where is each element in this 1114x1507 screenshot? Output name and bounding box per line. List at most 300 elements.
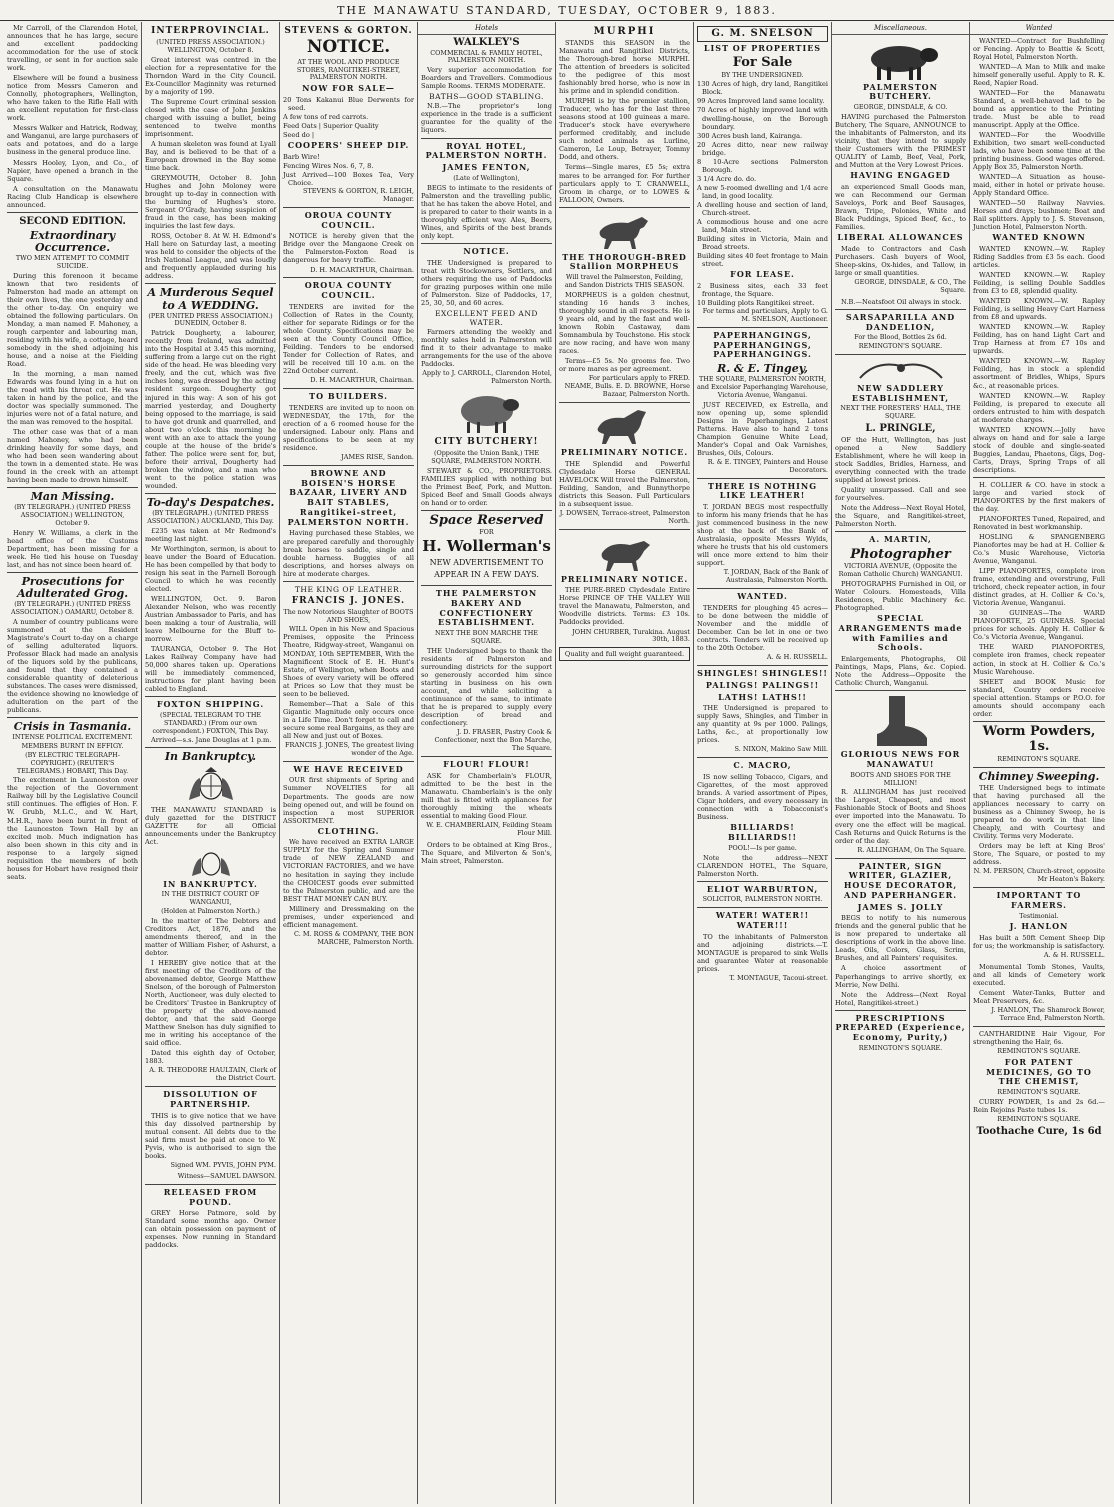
advert-paragraph: ASK for Chamberlain's FLOUR, admitted to be the best in the Manawatu. Chamberlain's is the only mill that is fitted with appliances for thoroughly mixing the wheats essential to making Good Flour. <box>421 771 552 820</box>
saddlery-sub: NEXT THE FORESTERS' HALL, THE SQUARE. <box>840 404 961 421</box>
painter-heading: PAINTER, SIGN WRITER, GLAZIER, HOUSE DECORATOR, AND PAPERHANGER. <box>843 860 958 900</box>
advert-paragraph: CANTHARIDINE Hair Vigour, For strengthening the Hair, 6s. <box>973 1030 1105 1047</box>
legal-date: Dated this eighth day of October, 1883. <box>145 1049 276 1066</box>
wanted-known-item: WANTED KNOWN.—W. Rapley Feilding, is selling Double Saddles from £3 to £8, splendid quality. <box>973 271 1105 296</box>
divider <box>835 690 966 691</box>
property-item: 3 1/4 Acre do. do. <box>697 174 757 183</box>
divider <box>145 747 276 748</box>
advert-paragraph: Enlargements, Photographs, Oil Paintings, Maps, Plans, &c. Copied. Note the Address—Opposite the Catholic Church, Wanganui. <box>835 655 966 688</box>
divider <box>835 531 966 532</box>
bull-icon <box>859 37 943 81</box>
wanted-known-item: WANTED KNOWN.—W. Rapley Feilding, has in stock a splendid assortment of Bridles, Whips, Spurs &c., at reasonable prices. <box>973 357 1105 390</box>
allowances-heading: LIBERAL ALLOWANCES <box>837 232 964 242</box>
wanted-item: WANTED—For the Woodville Exhibition, two smart well-conducted lads, who have been some time at the printing business. Good wages offered. Apply Box 35, Palmerston North. <box>973 130 1105 171</box>
column-8 <box>970 22 1108 1504</box>
list-item: Just Arrived—100 Boxes Tea, Very Choice. <box>283 170 414 187</box>
extraordinary-heading: Extraordinary Occurrence. <box>29 228 116 254</box>
martin-address: VICTORIA AVENUE, (Opposite the Roman Catholic Church) WANGANUI. <box>838 562 963 579</box>
advert-paragraph: N.B.—Neatsfoot Oil always in stock. <box>841 297 962 306</box>
list-item: Seed do | <box>283 131 315 140</box>
divider <box>973 887 1105 888</box>
remington-line: REMINGTON'S SQUARE. <box>997 755 1081 763</box>
article-paragraph: The Supreme Court criminal session closed with the case of John Jenkins charged with issuing a bullet, being sentenced to twelve months imprisonment. <box>145 97 276 138</box>
advert-paragraph: Very superior accommodation for Boarders and Travellers. Commodious Sample Rooms. TERMS MODERATE. <box>421 66 552 91</box>
advert-paragraph: Note the address—NEXT CLARENDON HOTEL, The Square, Palmerston North. <box>697 853 828 878</box>
wire-credit: (SPECIAL TELEGRAM TO THE STANDARD.) (From our own correspondent.) FOXTON, This Day. <box>152 710 269 735</box>
butchery-address: (Opposite the Union Bank,) THE SQUARE, PALMERSTON NORTH. <box>431 448 542 465</box>
advert-paragraph: Quality unsurpassed. Call and see for yourselves. <box>835 486 966 503</box>
signature-line: R. ALLINGHAM, On The Square. <box>857 845 966 854</box>
billiards-heading: BILLIARDS! BILLIARDS!! <box>727 822 798 843</box>
photographer-heading: Photographer <box>850 547 951 563</box>
advert-paragraph: Farmers attending the weekly and monthly sales held in Palmerston will find it to their advantage to make arrangements for the use of the above Paddocks. <box>421 328 552 369</box>
sarsaparilla-heading: SARSAPARILLA AND DANDELION, <box>845 311 956 332</box>
advert-paragraph: JUST RECEIVED, ex Estrella, and now opening up, some splendid Designs in Paperhangings, Latest Patterns. Have also to hand 2 tons Champion Genuine White Lead, Mander's Copal and Oak Varnishes, Brushes, Oils, Colours. <box>697 400 828 457</box>
advert-paragraph: IS now selling Tobacco, Cigars, and Cigarettes, of the most approved brands. A varied assortment of Pipes, Cigar holders, and every necessary in connection with a Tobacconist's Business. <box>697 773 828 822</box>
advert-paragraph: Remember—That a Sale of this Gigantic Magnitude only occurs once in a Life Time. Don't forget to call and secure some real Bargains, as they are all New and just out of Boxes. <box>283 699 414 740</box>
water-heading: WATER! WATER!! WATER!!! <box>715 910 810 931</box>
piano-notice: 30 GUINEAS—The WARD PIANOFORTE, 25 GUINEAS. Special prices for schools. Apply H. Collier & Co.'s Victoria Avenue, Wanganui. <box>973 609 1105 642</box>
glorious-heading: GLORIOUS NEWS FOR MANAWATU! <box>840 749 961 770</box>
advert-paragraph: Orders may be left at King Bros' Store, The Square, or posted to my address. <box>973 842 1105 867</box>
property-item: A commodious house and one acre land, Main street. <box>697 217 828 234</box>
crisis-subheading: INTENSE POLITICAL EXCITEMENT. <box>12 733 133 742</box>
warburton-subheading: SOLICITOR, PALMERSTON NORTH. <box>702 895 823 904</box>
divider <box>835 354 966 355</box>
divider <box>835 309 966 310</box>
shingles-heading: SHINGLES! SHINGLES!! <box>697 668 828 679</box>
tingey-heading: R. & E. Tingey, <box>717 362 808 376</box>
divider <box>7 212 138 213</box>
advertiser-sub: The now Notorious Slaughter of BOOTS AND SHOES, <box>283 607 414 624</box>
worm-powders-price: 1s. <box>1028 739 1050 755</box>
advert-paragraph: T. JORDAN BEGS most respectfully to inform his many friends that he has just commenced business in the new shop at the back of the Bank of Australasia, opposite Messrs Wylds, where he trusts that his old customers will once more extend to him their support. <box>697 503 828 568</box>
firm-name: STEVENS & GORTON. <box>284 26 413 36</box>
horse-icon <box>590 533 660 573</box>
divider <box>973 477 1105 478</box>
lease-item: 10 Building plots Rangitikei street. <box>697 298 815 307</box>
piano-notice: LIPP PIANOFORTES, complete iron frame, extending and overstrung, Full trichord, check repeater action, in four distinct grades, at H. Collier & Co.'s, Victoria Avenue, Wanganui. <box>973 567 1105 608</box>
signature-line: J. DOWSEN, Terrace-street, Palmerston North. <box>559 508 690 525</box>
patent-heading: FOR PATENT MEDICINES, GO TO THE CHEMIST, <box>986 1056 1092 1087</box>
builders-heading: TO BUILDERS. <box>309 391 388 402</box>
notice-paragraph: NOTICE is hereby given that the Bridge over the Mangaone Creek on the Palmerston-Foxton Road is dangerous for heavy traffic. <box>283 232 414 265</box>
horse-icon <box>590 406 660 446</box>
divider <box>421 138 552 139</box>
article-paragraph: GREYMOUTH, October 8. John Hughes and John Moloney were brought up to-day in connection with the burning of Hughes's store. Sergeant O'Grady, having suspicion of fraud in the case, has been making inquiries the last few days. <box>145 174 276 231</box>
wanted-known-item: WANTED KNOWN.—W. Rapley Feilding, is selling Heavy Cart Harness from £8 and upwards. <box>973 297 1105 322</box>
article-paragraph: The other case was that of a man named Mahoney, who had been drinking heavily for some days, and who had been seen wandering about the town in a demented state. He was found in the creek with an attempt having been made to drown himself. <box>7 428 138 485</box>
wanted-item: WANTED—For the Manawatu Standard, a well-behaved lad to be bound as apprentice to the Printing trade. Must be able to read manuscript. Apply at the Office. <box>973 88 1105 129</box>
space-reserved-heading: Space Reserved <box>429 512 544 528</box>
dissolution-heading: DISSOLUTION OF PARTNERSHIP. <box>163 1089 258 1110</box>
advert-paragraph: BEGS to notify to his numerous friends and the general public that he is now prepared to undertake all descriptions of work in the above line. Leads, Oils, Colors, Glass, Scrim, Brushes, and all Painters' requisites. <box>835 914 966 963</box>
article-paragraph: In the morning, a man named Edwards was found lying in a hut on the road with his throat cut. He was taken in hand by the police, and the doctor was specially summoned. The injuries were not of a fatal nature, and the man was removed to the hospital. <box>7 369 138 427</box>
preliminary-heading-2: PRELIMINARY NOTICE. <box>560 573 689 584</box>
interprovincial-heading: INTERPROVINCIAL. <box>151 26 270 36</box>
advert-paragraph: THE Undersigned begs to intimate that having purchased all the appliances necessary to carry on business as a Chimney Sweep, he is prepared to do work in that line Cheaply, and with Courtesy and Civility. Terms very Moderate. <box>973 783 1105 841</box>
piano-notice: HOSLING & SPANGENBERG Pianofortes may be had at H. Collier & Co.'s Music Warehouse, Victoria Avenue, Wanganui. <box>973 533 1105 566</box>
divider <box>559 402 690 403</box>
proprietor-note: (Late of Wellington), <box>453 173 520 182</box>
advert-paragraph: CURRY POWDER, 1s and 2s 6d.—Rein Rejoins Paste tubes 1s. <box>973 1098 1105 1115</box>
jolly-name: JAMES S. JOLLY <box>857 901 944 912</box>
signature-line: T. MONTAGUE, Tacoui-street. <box>729 973 828 982</box>
received-heading: WE HAVE RECEIVED <box>293 763 404 774</box>
advert-paragraph: BEGS to intimate to the residents of Palmerston and the travelling public, that he has taken the above Hotel, and is prepared to cater to their wants in a thoroughly efficient way. Ales, Beers, Wines, and Spirits of the best brands only kept. <box>421 183 552 240</box>
signature-line: Signed WM. PYVIS, JOHN PYM. <box>170 1160 276 1169</box>
article-paragraph: ROSS, October 8. At W. H. Edmond's Hall here on Saturday last, a meeting was held to consider the objects of the Irish National League, and was loudly and frequently applauded during his address. <box>145 232 276 281</box>
advert-paragraph: THE PURE-BRED Clydesdale Entire Horse PRINCE OF THE VALLEY Will travel the Manawatu, Palmerston, and Woodville districts. Terms: £3 10s. Paddocks provided. <box>559 586 690 627</box>
laths-heading: LATHS! LATHS!! <box>718 691 807 702</box>
morpheus-heading: THE THOROUGH-BRED Stallion MORPHEUS <box>562 251 687 272</box>
divider <box>697 881 828 882</box>
advert-paragraph: Monumental Tomb Stones, Vaults, and all kinds of Cemetery work executed. <box>973 963 1105 988</box>
signature-line: FRANCIS J. JONES, The greatest living wonder of the Age. <box>285 740 414 757</box>
palings-heading: PALINGS! PALINGS!! <box>705 679 820 690</box>
by-undersigned: BY THE UNDERSIGNED. <box>721 70 804 79</box>
divider <box>697 907 828 908</box>
masthead <box>0 0 1114 21</box>
divider <box>421 510 552 511</box>
advert-paragraph: Note the Address—(Next Royal Hotel, Rangitikei-street.) <box>835 990 966 1007</box>
gazette-notice: THE MANAWATU STANDARD is duly gazetted for the DISTRICT GAZETTE for all Official announcements under the Bankruptcy Act. <box>145 805 276 846</box>
advert-paragraph: Millinery and Dressmaking on the premises, under experienced and efficient management. <box>283 904 414 929</box>
pool-line: POOL!—Is per game. <box>728 843 797 852</box>
local-note-3: Messrs Walker and Hatrick, Rodway, and Wanganui, are large purchasers of oats and potatoes, and do a large business in the general produce line. <box>7 124 138 157</box>
crisis-subheading-2: MEMBERS BURNT IN EFFIGY. <box>21 742 124 751</box>
wanted-known-heading: WANTED KNOWN <box>992 232 1086 243</box>
signature-line: A. & H. RUSSELL. <box>766 653 828 662</box>
bakery-heading: THE PALMERSTON BAKERY AND CONFECTIONERY ESTABLISHMENT. <box>435 588 538 628</box>
local-note-4: Messrs Hooley, Lyon, and Co., of Napier, have opened a branch in the Square. <box>7 158 138 183</box>
article-paragraph: WELLINGTON, Oct. 9. Baron Alexander Nelson, who was recently Austrian Ambassador to Paris, and has been making a tour of Australia, will leave Melbourne for the Bluff to-morrow. <box>145 594 276 643</box>
advert-paragraph: TENDERS for ploughing 45 acres—to be done between the middle of November and the middle of December. Can be let in one or two contracts. Tenders will be received up to the 20th October. <box>697 603 828 653</box>
advert-paragraph: Note the Address—Next Royal Hotel, the Square, and Rangitikei-street, Palmerston North. <box>835 504 966 529</box>
divider <box>145 696 276 697</box>
local-note-1: Mr Carroll, of the Clarendon Hotel, announces that he has large, secure and excellent paddocking accommodation for the use of stock travelling, or sent in for auction sale work. <box>7 24 138 73</box>
proprietor-name: JAMES FENTON, <box>442 162 531 173</box>
piano-notice: H. COLLIER & CO. have in stock a large and varied stock of PIANOFORTES by the first makers of the day. <box>973 480 1105 513</box>
property-item: A new 5-roomed dwelling and 1/4 acre land, in good locality. <box>697 183 828 200</box>
piano-notice: PIANOFORTES Tuned, Repaired, and Renovated in best workmanship. <box>973 514 1105 531</box>
advert-paragraph: Orders to be obtained at King Bros., The Square, and Milverton & Son's, Main street, Palmerston. <box>421 840 552 865</box>
signature-line: For particulars apply to FRED. NEAME, Bulls. E. D. BROWNE, Horse Bazaar, Palmerston North. <box>564 374 690 398</box>
property-item: 8 10-Acre sections Palmerston Borough. <box>697 157 828 174</box>
signature-line: Apply to J. CARROLL, Clarendon Hotel, Palmerston North. <box>422 369 552 386</box>
divider <box>973 721 1105 722</box>
leather-heading: THERE IS NOTHING LIKE LEATHER! <box>707 480 818 501</box>
wanted-known-item: WANTED KNOWN.—Jolly have always on hand and for sale a large stock of double and single-seated Buggies, Landau, Phaetons, Gigs, Dog-Carts, Drays, Spring Traps of all descriptions. <box>973 425 1105 474</box>
music-notice: SHEET and BOOK Music for standard, Country orders receive special attention. Stamps or P.O.O. for amounts should accompany each order. <box>973 677 1105 718</box>
wanted-item: WANTED—50 Railway Navvies. Horses and drays; bushmen; Boat and Rail splitters. Apply to J. S. Stevenson, Junction Hotel, Palmerston North. <box>973 199 1105 232</box>
signature-line: D. H. MACARTHUR, Chairman. <box>310 265 414 274</box>
column-2 <box>142 22 280 1504</box>
feed-line: EXCELLENT FEED AND WATER. <box>435 308 538 327</box>
list-heading: LIST OF PROPERTIES <box>703 43 822 54</box>
signature-line: T. JORDAN, Back of the Bank of Australasia, Palmerston North. <box>723 568 828 585</box>
list-item: Fencing Wires Nos. 6, 7, 8. <box>283 161 374 170</box>
article-paragraph: Mr Worthington, sermon, is about to leave under the Board of Education. He has been compelled by that body to resign his seat in the Parnell Borough Council to which he was recently elected. <box>145 544 276 593</box>
advert-paragraph: THE Undersigned is prepared to supply Saws, Shingles, and Timber in any quantity at 9s per 1000. Palings, Laths, &c., at proportionally low prices. <box>697 704 828 745</box>
property-item: Building sites in Victoria, Main and Broad streets. <box>697 234 828 251</box>
sarsaparilla-sub: For the Blood, Bottles 2s 6d. <box>854 333 947 342</box>
wire-credit: (BY TELEGRAPH.) (UNITED PRESS ASSOCIATION.) WELLINGTON, October 9. <box>14 503 131 528</box>
property-item: 70 Acres of highly improved land with dwelling-house, on the Borough boundary. <box>697 106 828 131</box>
advert-paragraph: Has built a 50ft Cement Sheep Dip for us; the workmanship is satisfactory. <box>973 934 1105 951</box>
warburton-heading: ELIOT WARBURTON, <box>706 883 819 894</box>
column-6 <box>694 22 832 1504</box>
advert-paragraph: STEWART & CO., PROPRIETORS. FAMILIES supplied with nothing but the Primest Beef, Pork, and Mutton. Spiced Beef and Small Goods always on hand or to order. <box>421 466 552 507</box>
advert-paragraph: Made to Contractors and Cash Purchasers. Cash buyers of Wool, Sheep-skins, Ox-hides, and Tallow, in large or small quantities. <box>835 244 966 277</box>
now-for-sale: NOW FOR SALE— <box>302 83 395 94</box>
preliminary-heading: PRELIMINARY NOTICE. <box>560 446 689 457</box>
oroua-heading: OROUA COUNTY COUNCIL. <box>304 209 393 230</box>
testimonial-label: Testimonial. <box>1019 911 1059 920</box>
witness-line: Witness—SAMUEL DAWSON. <box>177 1171 276 1180</box>
divider <box>7 717 138 718</box>
divider <box>559 207 690 208</box>
divider <box>7 572 138 573</box>
divider <box>697 478 828 479</box>
divider <box>421 243 552 244</box>
hotel-name: WALKLEY'S <box>453 36 520 48</box>
column-4 <box>418 22 556 1504</box>
signature-line: JOHN CHURBER, Turakina. August 30th, 1883. <box>572 627 690 644</box>
pringle-name: L. PRINGLE, <box>865 423 936 434</box>
signature-line: A. & H. RUSSELL. <box>1043 951 1105 960</box>
royal-hotel-heading: ROYAL HOTEL, PALMERSTON NORTH. <box>425 140 548 161</box>
signature-line: R. & E. TINGEY, Painters and House Decorators. <box>707 457 828 474</box>
advert-paragraph: Terms—Single mares, £5 5s; extra mares to be arranged for. For further particulars apply to T. CRANWELL, Groom in charge, or to LOWES & FALLOON, Owners. <box>559 163 690 204</box>
signature-line: W. E. CHAMBERLAIN, Feilding Steam Flour Mill. <box>426 820 552 837</box>
firm-name: GEORGE, DINSDALE, & CO. <box>853 103 948 112</box>
wire-credit: (PER UNITED PRESS ASSOCIATION.) DUNEDIN, October 8. <box>148 311 273 328</box>
farmers-heading: IMPORTANT TO FARMERS. <box>996 890 1082 910</box>
legal-paragraph: In the matter of The Debtors and Creditors Act, 1876, and the amendments thereof, and in the matter of William Fisher, of Ashurst, a debtor. <box>145 916 276 957</box>
lease-item: 2 Business sites, each 33 feet frontage, the Square. <box>697 281 828 298</box>
remington-line: REMINGTON'S SQUARE. <box>858 1043 943 1052</box>
property-item: 20 Acres ditto, near new railway bridge. <box>697 140 828 157</box>
signature-line: S. NIXON, Makino Saw Mill. <box>734 745 828 754</box>
coopers-heading: COOPERS' SHEEP DIP. <box>287 140 410 151</box>
remington-line: REMINGTON'S SQUARE. <box>997 1088 1081 1097</box>
legal-paragraph: THIS is to give notice that we have this day dissolved partnership by mutual consent. All debts due to the said firm must be paid at once to W. Pyvis, who is authorised to sign the books. <box>145 1111 276 1160</box>
advert-paragraph: THE Undersigned begs to thank the residents of Palmerston and surrounding districts for the support so generously accorded him since starting in business on his own account, and while soliciting a continuance of the same, to intimate that he is prepared to supply every description of bread and confectionery. <box>421 646 552 728</box>
wanted-known-item: WANTED KNOWN.—W. Rapley Feilding, is prepared to execute all orders entrusted to him with despatch at moderate charges. <box>973 391 1105 424</box>
boots-line: BOOTS AND SHOES FOR THE MILLION! <box>850 770 951 787</box>
advert-paragraph: MORPHEUS is a golden chestnut, standing 16 hands 3 inches, thoroughly sound in all respects. He is 9 years old, and by the fast and well-known Robin Castaway, dam Somnambula by Touchstone. His stock are now racing, and have won many races. <box>559 290 690 355</box>
property-item: 99 Acres Improved land same locality. <box>697 97 825 106</box>
property-item: 300 Acres bush land, Kairanga. <box>697 131 803 140</box>
advert-paragraph: A choice assortment of Paperhangings to arrive shortly, ex Merrie, New Delhi. <box>835 964 966 989</box>
wire-credit: (BY ELECTRIC TELEGRAPH-COPYRIGHT.) (REUTER'S TELEGRAMS.) HOBART, This Day. <box>16 750 129 775</box>
martin-heading: A. MARTIN, <box>869 534 932 545</box>
despatches-heading: To-day's Despatches. <box>146 495 275 509</box>
tingey-subheading: THE SQUARE, PALMERSTON NORTH, and Excelsior Paperhanging Warehouse, Victoria Avenue, Wanganui. <box>697 375 828 399</box>
snelson-heading: G. M. SNELSON <box>697 26 828 42</box>
horse-bazaar-heading: BROWNE AND BOISEN'S HORSE BAZAAR, LIVERY AND BAIT STABLES, Rangitikei-street, PALMERSTON NORTH. <box>287 467 410 527</box>
advert-paragraph: THE Splendid and Powerful Clydesdale Horse GENERAL HAVELOCK Will travel the Palmerston, Feilding, Sandon, and Bunnythorpe districts this Season. Full Particulars in a subsequent issue. <box>559 459 690 508</box>
notice-heading: NOTICE. <box>463 245 510 256</box>
wanted-item: WANTED—Contract for Bushfelling or Fencing. Apply to Beattie & Scott, Royal Hotel, Palmerston North. <box>973 36 1105 61</box>
in-bankruptcy-heading: IN BANKRUPTCY. <box>163 878 258 889</box>
royal-arms-icon <box>187 848 235 878</box>
column-5 <box>556 22 694 1504</box>
special-arrangements: SPECIAL ARRANGEMENTS made with Families and Schools. <box>838 613 963 653</box>
divider <box>835 858 966 859</box>
divider <box>145 283 276 284</box>
hanlon-name: J. HANLON <box>1009 921 1069 932</box>
city-butchery-heading: CITY BUTCHERY! <box>434 437 539 448</box>
wanted-item: WANTED—A Situation as house-maid, either in hotel or private house. Apply Standard Office. <box>973 173 1105 198</box>
advert-paragraph: PHOTOGRAPHS Furnished in Oil, or Water Colours. Homesteads, Villa Residences, Public Machinery &c. Photographed. <box>835 580 966 613</box>
signature-line: J. D. FRASER, Pastry Cook & Confectioner, next the Bon Marche, The Square. <box>434 728 552 752</box>
column-3 <box>280 22 418 1504</box>
pound-heading: RELEASED FROM POUND. <box>163 1186 258 1207</box>
advert-paragraph: OF the Hutt, Wellington, has just opened a New Saddlery Establishment, where he will keep in stock Saddles, Bridles, Harness, and everything connected with the trade supplied at lowest prices. <box>835 436 966 485</box>
baths-line: BATHS—GOOD STABLING. <box>429 92 544 102</box>
divider <box>283 581 414 582</box>
extraordinary-subheading: TWO MEN ATTEMPT TO COMMIT SUICIDE. <box>15 253 130 270</box>
engaged-heading: HAVING ENGAGED <box>850 170 951 181</box>
column-1 <box>4 22 142 1504</box>
property-item: Building sites 40 feet frontage to Main street. <box>697 252 828 269</box>
divider <box>697 665 828 666</box>
divider <box>283 277 414 278</box>
article-paragraph: TAURANGA, October 9. The Hot Lakes Railway Company have had 50,000 shares taken up. Operations will be immediately commenced, instructions for plant having been cabled to England. <box>145 645 276 694</box>
divider <box>145 493 276 494</box>
signature-line: N. M. PERSON, Church-street, opposite Mr Heaton's Bakery. <box>973 867 1105 884</box>
advert-paragraph: THE Undersigned is prepared to treat with Stockowners, Settlers, and others requiring the use of Paddocks for grazing purposes within one mile of Palmerston. Size of Paddocks, 17, 25, 30, 50, and 60 acres. <box>421 258 552 307</box>
local-note-5: A consultation on the Manawatu Racing Club Handicap is elsewhere announced. <box>7 184 138 209</box>
masthead-title: THE MANAWATU STANDARD, TUESDAY, OCTOBER 9, 1883. <box>337 4 777 17</box>
wanted-known-item: WANTED KNOWN.—W. Rapley Feilding, has on hand Light Cart and Trap Harness at from £7 10s and upwards. <box>973 323 1105 356</box>
murderous-heading: A Murderous Sequel to A WEDDING. <box>147 286 274 312</box>
chimney-heading: Chimney Sweeping. <box>978 769 1100 783</box>
court-location: (Holden at Palmerston North.) <box>161 907 260 916</box>
macro-heading: C. MACRO, <box>733 760 792 771</box>
advert-paragraph: an experienced Small Goods man, we can Recommend our German Saveloys, Pork and Beef Sausages, Brawn, Tripe, Polonies, White and Black Puddings, Spiced Beef, &c., to Families. <box>835 182 966 231</box>
royal-arms-icon <box>183 766 239 804</box>
section-heading: Miscellaneous. <box>832 24 969 35</box>
divider <box>697 327 828 328</box>
crisis-heading: Crisis in Tasmania. <box>13 720 132 734</box>
advert-paragraph: Cement Water-Tanks, Butter and Meat Preservers, &c. <box>973 989 1105 1006</box>
wanted-known-item: WANTED KNOWN.—W. Rapley Riding Saddles from £3 5s each. Good articles. <box>973 245 1105 270</box>
notice-paragraph: TENDERS are invited up to noon on WEDNESDAY, the 17th, for the erection of a 6 roomed house for the undersigned. Labour only. Plans and specifications to be seen at my residence. <box>283 403 414 453</box>
piano-notice: THE WARD PIANOFORTES, complete iron frames, check repeater action, in stock at H. Collier & Co.'s Music Warehouse. <box>973 643 1105 676</box>
advert-paragraph: R. ALLINGHAM has just received the Largest, Cheapest, and most Fashionable Stock of Boots and Shoes ever imported into the Manawatu. To every one the effect will be magical. Cash Returns and Quick Returns is the order of the day. <box>835 788 966 845</box>
article-paragraph: The excitement in Launceston over the rejection of the Government Railway bill by the Legislative Council still continues. The effigies of Hon. F. W. Grubb, M.L.C., and W. Hart, M.H.R., have been burnt in front of the Launceston Town Hall by an excited mob. Much indignation has also been shown in this city and in response to a largely signed requisition the members of both houses for Hobart have resigned their seats. <box>7 776 138 881</box>
notice-heading: NOTICE. <box>306 36 391 57</box>
list-item: A few tons of red carrots. <box>283 113 369 122</box>
section-heading: Hotels <box>418 24 555 35</box>
advert-paragraph: TO the inhabitants of Palmerston and adjoining districts.—T. MONTAGUE is prepared to sink Wells and guarantee Water at reasonable prices. <box>697 932 828 973</box>
article-paragraph: Patrick Dougherty, a labourer, recently from Ireland, was admitted into the Hospital at 3.45 this morning, suffering from a large cut on the right side of the head. He was bleeding very freely, and the cut, which was five inches long, was dressed by the acting resident surgeon. Dougherty got injured in this way: A son of his got married yesterday, and Dougherty being opposed to the marriage, is said to have got drunk and quarrelled, and about two o'clock this morning he went with an axe to attack the young couple at the house of the bride's father. The police were sent for, but, before their arrival, Dougherty had broken the window, and a man who went to the police station was wounded. <box>145 329 276 490</box>
section-heading: Wanted <box>970 24 1108 35</box>
list-item: Barb Wire! <box>283 152 320 161</box>
saddle-icon <box>856 358 946 382</box>
foxton-heading: FOXTON SHIPPING. <box>156 699 265 710</box>
article-paragraph: £235 was taken at Mr Redmond's meeting last night. <box>145 526 276 543</box>
king-of-leather-heading: THE KING OF LEATHER. <box>294 584 403 594</box>
divider <box>559 529 690 530</box>
wire-credit: (BY TELEGRAPH.) (UNITED PRESS ASSOCIATION.) AUCKLAND, This Day. <box>147 508 274 525</box>
article-paragraph: Great interest was centred in the election for a representative for the Thorndon Ward in the City Council. Ex-Councillor Maginnity was returned by a majority of 199. <box>145 55 276 96</box>
horse-icon <box>590 211 660 251</box>
second-edition-heading: SECOND EDITION. <box>19 215 126 227</box>
divider <box>283 465 414 466</box>
wire-credit: (BY TELEGRAPH.) (UNITED PRESS ASSOCIATION.) OAMARU, October 8. <box>11 600 134 616</box>
local-note-2: Elsewhere will be found a business notice from Messrs Cameron and Connolly, photographers, Wellington, who have taken to the Rifle Hall with an excellent reputation for first-class work. <box>7 74 138 123</box>
advertisement-note: NEW ADVERTISEMENT TO APPEAR IN A FEW DAYS. <box>429 557 544 580</box>
remington-line: REMINGTON'S SQUARE. <box>858 342 943 351</box>
legal-paragraph: GREY Horse Patmore, sold by Standard some months ago. Owner can obtain possession on payment of expenses. Now running in Standard paddocks. <box>145 1209 276 1250</box>
notice-paragraph: Having purchased these Stables, we are prepared carefully and thoroughly break horses to saddle, single and double harness. Buggies of all descriptions, and horses always on hire at moderate charges. <box>283 529 414 578</box>
signature-line: For terms and particulars, Apply to G. M. SNELSON, Auctioneer. <box>702 306 828 323</box>
hotel-subheading: COMMERCIAL & FAMILY HOTEL, PALMERSTON NORTH. <box>430 48 543 65</box>
signature-line: C. M. ROSS & COMPANY, THE BON MARCHE, Palmerston North. <box>293 929 414 946</box>
prescriptions-heading: PRESCRIPTIONS PREPARED (Experience, Economy, Purity,) <box>835 1012 966 1043</box>
advertiser-name: FRANCIS J. JONES. <box>291 595 406 606</box>
bakery-address: NEXT THE BON MARCHE THE SQUARE. <box>435 629 538 646</box>
newspaper-page <box>4 22 1110 1504</box>
list-item: Feed Oats | Superior Quality <box>283 122 379 131</box>
legal-paragraph: I HEREBY give notice that at the first meeting of the Creditors of the abovenamed debtor, George Matthew Snelson, of the borough of Palmerston North, Auctioneer, was duly elected to be Creditors' Trustee in Bankruptcy of the property of the above-named debtor, and that the said George Matthew Snelson has duly signified to me in writing his acceptance of the said office. <box>145 959 276 1048</box>
advert-paragraph: We have received an EXTRA LARGE SUPPLY for the Spring and Summer trade of NEW ZEALAND and VICTORIAN FACTORIES, and we have no hesitation in saying they include the CHOICEST goods ever submitted to the Palmerston public, and are the BEST THAT MONEY CAN BUY. <box>283 838 414 903</box>
advert-paragraph: HAVING purchased the Palmerston Butchery, The Square, ANNOUNCE to the inhabitants of Palmerston, and its vicinity, that they intend to supply their Customers with the PRIMEST QUALITY of Lamb, Beef, Veal, Pork, and Mutton at the Very Lowest Prices. <box>835 112 966 170</box>
property-item: 130 Acres of high, dry land, Rangitikei Block. <box>697 80 828 97</box>
advert-paragraph: Terms—£5 5s. No grooms fee. Two or more mares as per agreement. <box>559 357 690 374</box>
article-paragraph: Henry W. Williams, a clerk in the head office of the Customs Department, has been missing for a week. He tied his house on Tuesday last, and has not since been heard of. <box>7 528 138 569</box>
saddlery-heading: NEW SADDLERY ESTABLISHMENT, <box>851 382 950 403</box>
signature-line: A. R. THEODORE HAULTAIN, Clerk of the District Court. <box>149 1066 276 1083</box>
divider <box>697 588 828 589</box>
clothing-heading: CLOTHING. <box>317 825 380 836</box>
divider <box>421 756 552 757</box>
divider <box>283 761 414 762</box>
divider <box>145 1184 276 1185</box>
bankruptcy-heading: In Bankruptcy. <box>164 750 257 764</box>
man-missing-heading: Man Missing. <box>30 490 115 504</box>
signature-line: D. H. MACARTHUR, Chairman. <box>310 376 414 385</box>
for-lease-heading: FOR LEASE. <box>730 269 795 280</box>
flour-heading: FLOUR! FLOUR! <box>443 758 530 769</box>
divider <box>697 757 828 758</box>
divider <box>283 388 414 389</box>
boot-icon <box>871 694 931 748</box>
article-paragraph: During this forenoon it became known that two residents of Palmerston had made an attempt on their own lives, the one yesterday and the other to-day. On enquiry we obtained the following particulars. On Monday, a man named F. Mahoney, a rough carpenter and labouring man, residing with his wife, a cottage, heard somebody in the shed adjoining his house, and a noise at the Fielding Road. <box>7 271 138 368</box>
prosecutions-heading: Prosecutions for Adulterated Grog. <box>16 575 129 601</box>
court-name: IN THE DISTRICT COURT OF WANGANUI, <box>161 890 260 907</box>
divider <box>7 487 138 488</box>
murphi-heading: MURPHI <box>593 26 656 37</box>
article-paragraph: A human skeleton was found at Lyall Bay, and is believed to be that of a European drowned in the Bay some time back. <box>145 139 276 172</box>
advert-paragraph: N.B.—The proprietor's long experience in the trade is a sufficient guarantee for the quality of the liquors. <box>421 102 552 135</box>
oroua-heading-2: OROUA COUNTY COUNCIL. <box>304 280 393 301</box>
sheep-icon <box>447 389 527 435</box>
remington-line: REMINGTON'S SQUARE. <box>997 1047 1081 1056</box>
notice-subheading: AT THE WOOL AND PRODUCE STORES, RANGITIKEI-STREET, PALMERSTON NORTH. <box>296 57 401 82</box>
article-paragraph: A number of country publicans were summoned at the Resident Magistrate's Court to-day on a charge of selling adulterated liquors. Professor Black had made an analysis of the liquors sold by the publicans, and found that they contained a considerable quantity of deleterious substances. The cases were dismissed, the evidence showing no knowledge of adulteration on the part of the publicans. <box>7 617 138 715</box>
divider <box>421 585 552 586</box>
remington-line: REMINGTON'S SQUARE. <box>997 1115 1081 1124</box>
advert-paragraph: MURPHI is by the premier stallion, Traducer, who has for the last three seasons stood at 100 guineas a mare. Traducer's stock have everywhere performed creditably, and include such noted animals as Lurline, Cameron, Le Loup, Betrayer, Tommy Dodd, and others. <box>559 97 690 162</box>
divider <box>835 1010 966 1011</box>
list-item: 20 Tons Kakanui Blue Derwents for seed. <box>283 96 414 113</box>
for-line: FOR <box>479 528 494 537</box>
